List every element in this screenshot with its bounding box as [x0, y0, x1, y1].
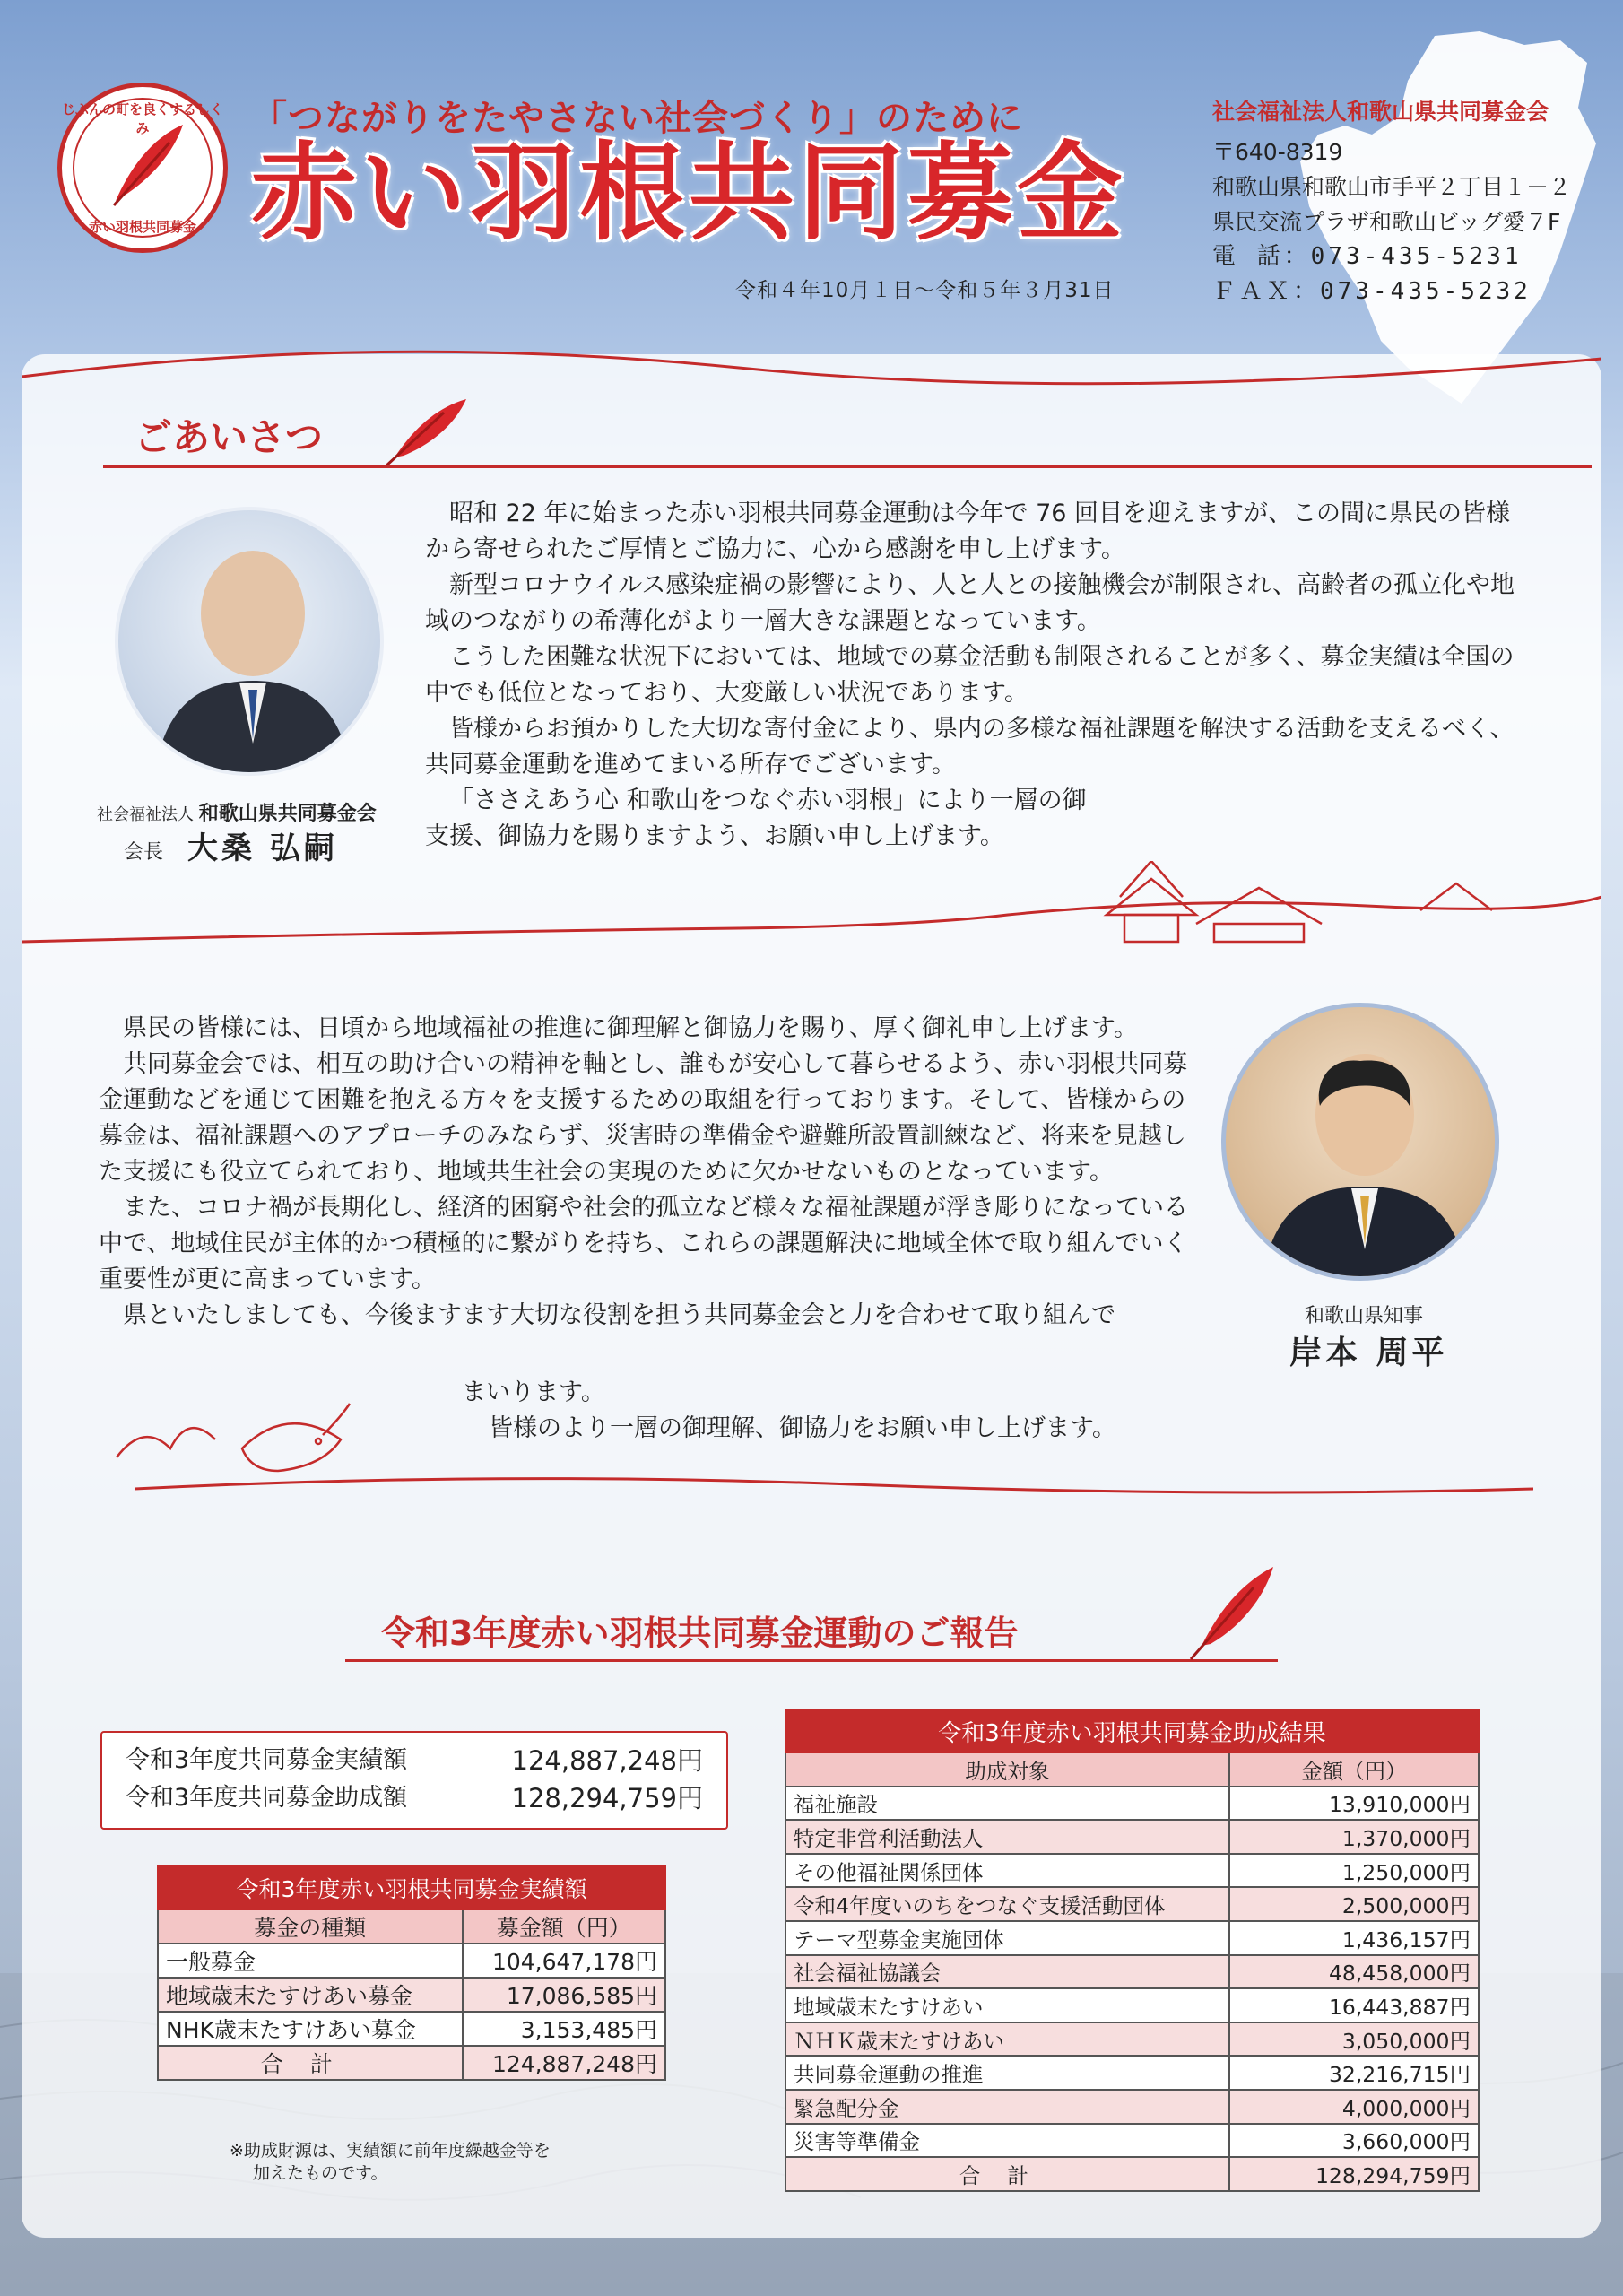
red-feather-icon	[98, 116, 196, 214]
governor-paragraph: 共同募金会では、相互の助け合いの精神を軸とし、誰もが安心して暮らせるよう、赤い羽根共同募金運動などを通じて困難を抱える方々を支援するための取組を行っております。そして、皆様からの募金は、福祉課題へのアプローチのみならず、災害時の準備金や避難所設置訓練など、将来を見越した支援にも役立てられており、地域共生社会の実現のために欠かせないものとなっています。	[99, 1050, 1188, 1186]
table-cell: 1,370,000円	[1229, 1820, 1479, 1854]
table-total-row	[158, 2046, 665, 2080]
total-label: 合計	[158, 2046, 463, 2080]
fundraising-results-table	[157, 1866, 666, 2081]
table-title-row	[158, 1866, 665, 1909]
table-title: 令和3年度赤い羽根共同募金実績額	[158, 1866, 665, 1909]
section-divider-wave	[135, 1466, 1533, 1511]
governor-message-body	[99, 1011, 1202, 1334]
table-cell: 社会福祉協議会	[785, 1955, 1229, 1989]
funding-note	[230, 2140, 551, 2185]
governor-paragraph: 県民の皆様には、日頃から地域福祉の推進に御理解と御協力を賜り、厚く御礼申し上げます。	[123, 1014, 1138, 1042]
table-total-row	[785, 2157, 1479, 2191]
governor-closing-line-2: 皆様のより一層の御理解、御協力をお願い申し上げます。	[489, 1414, 1116, 1442]
phone-number: 電 話：073-435-5231	[1212, 243, 1523, 270]
note-line: ※助成財源は、実績額に前年度繰越金等を	[230, 2141, 551, 2161]
table-row	[785, 1921, 1479, 1955]
governor-paragraph: 県といたしましても、今後ますます大切な役割を担う共同募金会と力を合わせて取り組んで	[123, 1301, 1115, 1329]
organization-contact	[1212, 94, 1571, 309]
table-cell: 地域歳末たすけあい	[785, 1988, 1229, 2022]
table-cell: NHK歳末たすけあい募金	[158, 2012, 463, 2046]
campaign-subtitle: 「つながりをたやさない社会づくり」のために	[251, 98, 1023, 139]
table-cell: 特定非営利活動法人	[785, 1820, 1229, 1854]
table-cell: 16,443,887円	[1229, 1988, 1479, 2022]
table-cell: 13,910,000円	[1229, 1787, 1479, 1821]
greeting-paragraph: 「ささえあう心 和歌山をつなぐ赤い羽根」により一層の御支援、御協力を賜りますよう、お願い申し上げます。	[425, 787, 1087, 850]
table-cell: 緊急配分金	[785, 2090, 1229, 2124]
summary-value: 128,294,759円	[511, 1783, 703, 1813]
summary-label: 令和3年度共同募金助成額	[126, 1784, 408, 1812]
chairman-role: 会長	[124, 841, 164, 864]
table-row	[785, 1787, 1479, 1821]
person-silhouette-icon	[1226, 1007, 1499, 1281]
total-value: 128,294,759円	[1229, 2157, 1479, 2191]
table-cell: 令和4年度いのちをつなぐ支援活動団体	[785, 1887, 1229, 1921]
table-cell: 一般募金	[158, 1944, 463, 1978]
postal-code: 〒640-8319	[1212, 139, 1343, 165]
table-row	[785, 2090, 1479, 2124]
chairman-org-prefix: 社会福祉法人	[97, 805, 194, 824]
chairman-org-name: 和歌山県共同募金会	[198, 803, 377, 825]
logo-bottom-text: 赤い羽根共同募金	[88, 219, 196, 235]
summary-value: 124,887,248円	[511, 1745, 703, 1776]
table-title: 令和3年度赤い羽根共同募金助成結果	[785, 1709, 1479, 1752]
greeting-body	[425, 496, 1519, 855]
chairman-organization	[97, 798, 377, 826]
greeting-paragraph: 新型コロナウイルス感染症禍の影響により、人と人との接触機会が制限され、高齢者の孤立化や地域のつながりの希薄化がより一層大きな課題となっています。	[425, 571, 1515, 635]
column-header: 募金の種類	[158, 1909, 463, 1944]
logo-top-text: じぶんの町を良くするしくみ	[62, 101, 224, 136]
summary-row	[126, 1779, 703, 1817]
table-cell: 1,250,000円	[1229, 1854, 1479, 1888]
table-cell: テーマ型募金実施団体	[785, 1921, 1229, 1955]
table-row	[158, 1944, 665, 1978]
table-cell: 福祉施設	[785, 1787, 1229, 1821]
address-line-1: 和歌山県和歌山市手平２丁目１－２	[1212, 174, 1572, 200]
note-line: 加えたものです。	[253, 2163, 388, 2183]
table-cell: 3,660,000円	[1229, 2124, 1479, 2158]
table-cell: 48,458,000円	[1229, 1955, 1479, 1989]
governor-name: 岸本 周平	[1289, 1335, 1448, 1371]
table-cell: その他福祉関係団体	[785, 1854, 1229, 1888]
total-label: 合計	[785, 2157, 1229, 2191]
table-cell: ＮＨＫ歳末たすけあい	[785, 2022, 1229, 2057]
table-row	[785, 1820, 1479, 1854]
governor-photo	[1221, 1003, 1499, 1281]
campaign-period: 令和４年10月１日～令和５年３月31日	[735, 279, 1115, 302]
red-feather-icon	[377, 386, 475, 475]
table-cell: 2,500,000円	[1229, 1887, 1479, 1921]
table-row	[785, 2124, 1479, 2158]
total-value: 124,887,248円	[463, 2046, 665, 2080]
address-line-2: 県民交流プラザ和歌山ビッグ愛７F	[1212, 209, 1561, 235]
table-cell: 17,086,585円	[463, 1978, 665, 2012]
red-feather-icon	[1184, 1556, 1282, 1664]
column-header: 助成対象	[785, 1752, 1229, 1787]
table-cell: 地域歳末たすけあい募金	[158, 1978, 463, 2012]
table-title-row	[785, 1709, 1479, 1752]
governor-title: 和歌山県知事	[1305, 1305, 1424, 1327]
report-underline	[345, 1659, 1278, 1662]
greeting-heading: ごあいさつ	[135, 415, 324, 459]
table-cell: 共同募金運動の推進	[785, 2056, 1229, 2090]
table-row	[785, 2022, 1479, 2057]
report-summary-box	[100, 1731, 728, 1830]
table-cell: 1,436,157円	[1229, 1921, 1479, 1955]
organization-name: 社会福祉法人和歌山県共同募金会	[1212, 99, 1549, 125]
table-row	[785, 1854, 1479, 1888]
column-header: 募金額（円）	[463, 1909, 665, 1944]
greeting-paragraph: こうした困難な状況下においては、地域での募金活動も制限されることが多く、募金実績は全国の中でも低位となっており、大変厳しい状況であります。	[425, 643, 1515, 707]
table-row	[158, 1978, 665, 2012]
table-row	[785, 1887, 1479, 1921]
chairman-photo	[115, 507, 384, 776]
castle-line-illustration	[22, 861, 1601, 960]
red-feather-logo	[57, 83, 228, 253]
person-silhouette-icon	[118, 510, 384, 776]
page-title: 赤い羽根共同募金	[251, 130, 1127, 255]
table-cell: 4,000,000円	[1229, 2090, 1479, 2124]
table-header-row	[785, 1752, 1479, 1787]
report-heading: 令和3年度赤い羽根共同募金運動のご報告	[381, 1613, 1019, 1653]
table-row	[158, 2012, 665, 2046]
summary-label: 令和3年度共同募金実績額	[126, 1746, 408, 1774]
chairman-name: 大桑 弘嗣	[187, 831, 338, 866]
column-header: 金額（円）	[1229, 1752, 1479, 1787]
table-cell: 3,050,000円	[1229, 2022, 1479, 2057]
greeting-underline	[103, 465, 1592, 468]
table-row	[785, 1955, 1479, 1989]
grant-results-table	[785, 1709, 1480, 2192]
table-cell: 3,153,485円	[463, 2012, 665, 2046]
table-cell: 104,647,178円	[463, 1944, 665, 1978]
table-cell: 災害等準備金	[785, 2124, 1229, 2158]
table-header-row	[158, 1909, 665, 1944]
table-cell: 32,216,715円	[1229, 2056, 1479, 2090]
governor-paragraph: また、コロナ禍が長期化し、経済的困窮や社会的孤立など様々な福祉課題が浮き彫りになっている中で、地域住民が主体的かつ積極的に繋がりを持ち、これらの課題解決に地域全体で取り組んでいく重要性が更に高まっています。	[99, 1194, 1188, 1293]
fax-number: ＦＡＸ：073-435-5232	[1212, 278, 1532, 305]
greeting-paragraph: 昭和 22 年に始まった赤い羽根共同募金運動は今年で 76 回目を迎えますが、この間に県民の皆様から寄せられたご厚情とご協力に、心から感謝を申し上げます。	[425, 500, 1511, 563]
table-row	[785, 2056, 1479, 2090]
summary-row	[126, 1742, 703, 1779]
table-row	[785, 1988, 1479, 2022]
greeting-paragraph: 皆様からお預かりした大切な寄付金により、県内の多様な福祉課題を解決する活動を支えるべく、共同募金運動を進めてまいる所存でございます。	[425, 715, 1515, 778]
decorative-wave-top	[22, 323, 1601, 404]
governor-closing-line-1: まいります。	[462, 1378, 605, 1406]
